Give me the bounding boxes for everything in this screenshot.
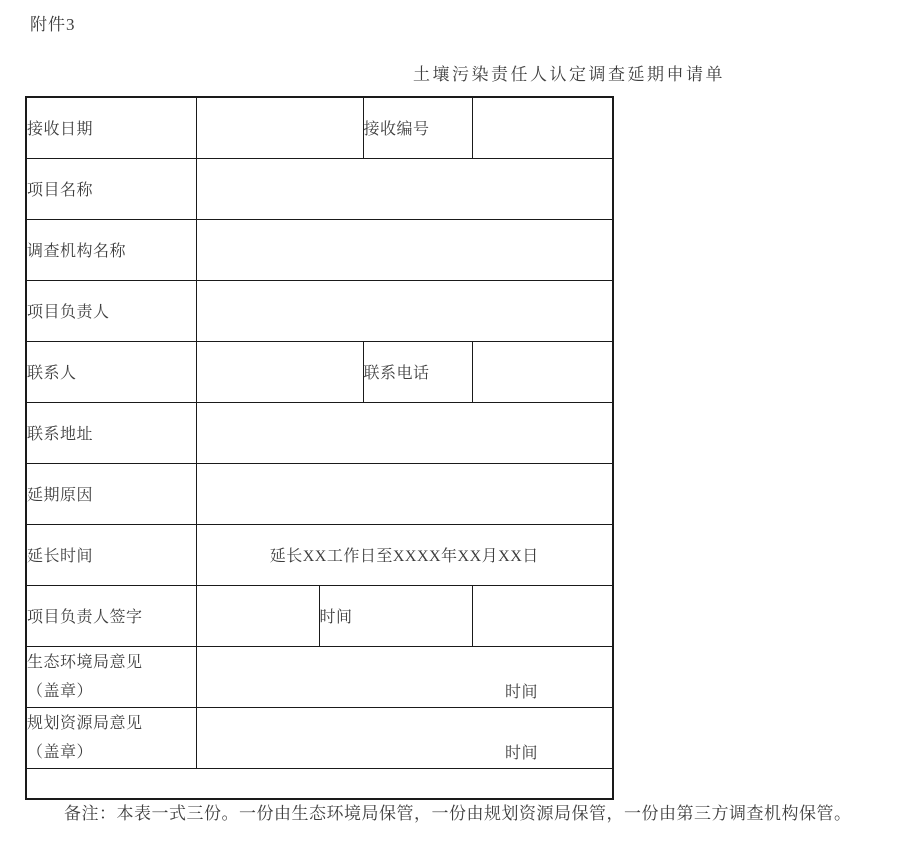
leader-signature-label: 项目负责人签字 [26,585,196,646]
leader-signature-field[interactable] [196,585,319,646]
table-row [26,158,613,219]
table-row [26,97,613,158]
table-row [26,646,613,707]
contact-person-field[interactable] [196,341,363,402]
contact-address-label: 联系地址 [26,402,196,463]
planning-bureau-opinion-label [26,707,196,768]
table-row [26,463,613,524]
table-row [26,524,613,585]
attachment-number: 附件3 [30,15,76,34]
eco-bureau-time-label: 时间 [504,683,538,701]
eco-bureau-opinion-label-line1: 生态环境局意见 [27,653,143,671]
agency-name-label: 调查机构名称 [26,219,196,280]
eco-bureau-opinion-label-line2: （盖章） [27,682,94,700]
table-row [26,219,613,280]
receive-date-label: 接收日期 [26,97,196,158]
table-row [26,585,613,646]
planning-bureau-time-label: 时间 [504,744,538,762]
eco-bureau-opinion-label [26,646,196,707]
receive-number-field[interactable] [472,97,613,158]
planning-bureau-opinion-label-line1: 规划资源局意见 [27,714,143,732]
project-leader-field[interactable] [196,280,613,341]
table-row [26,768,613,799]
contact-address-field[interactable] [196,402,613,463]
footer-note: 备注：本表一式三份。一份由生态环境局保管，一份由规划资源局保管，一份由第三方调查机构保管。 [64,804,852,823]
contact-person-label: 联系人 [26,341,196,402]
table-row [26,402,613,463]
signature-time-label: 时间 [319,585,472,646]
signature-time-field[interactable] [472,585,613,646]
planning-bureau-opinion-label-line2: （盖章） [27,743,94,761]
planning-bureau-opinion-field[interactable] [196,707,613,768]
project-name-field[interactable] [196,158,613,219]
agency-name-field[interactable] [196,219,613,280]
extension-time-label: 延长时间 [26,524,196,585]
table-row [26,341,613,402]
document-title: 土壤污染责任人认定调查延期申请单 [413,65,725,84]
contact-phone-field[interactable] [472,341,613,402]
delay-reason-field[interactable] [196,463,613,524]
eco-bureau-opinion-field[interactable] [196,646,613,707]
extension-time-value: 延长XX工作日至XXXX年XX月XX日 [196,524,613,585]
project-leader-label: 项目负责人 [26,280,196,341]
blank-row-cell[interactable] [26,768,613,799]
table-row [26,707,613,768]
delay-reason-label: 延期原因 [26,463,196,524]
table-row [26,280,613,341]
receive-number-label: 接收编号 [363,97,472,158]
project-name-label: 项目名称 [26,158,196,219]
application-form-table [25,96,614,800]
receive-date-field[interactable] [196,97,363,158]
contact-phone-label: 联系电话 [363,341,472,402]
